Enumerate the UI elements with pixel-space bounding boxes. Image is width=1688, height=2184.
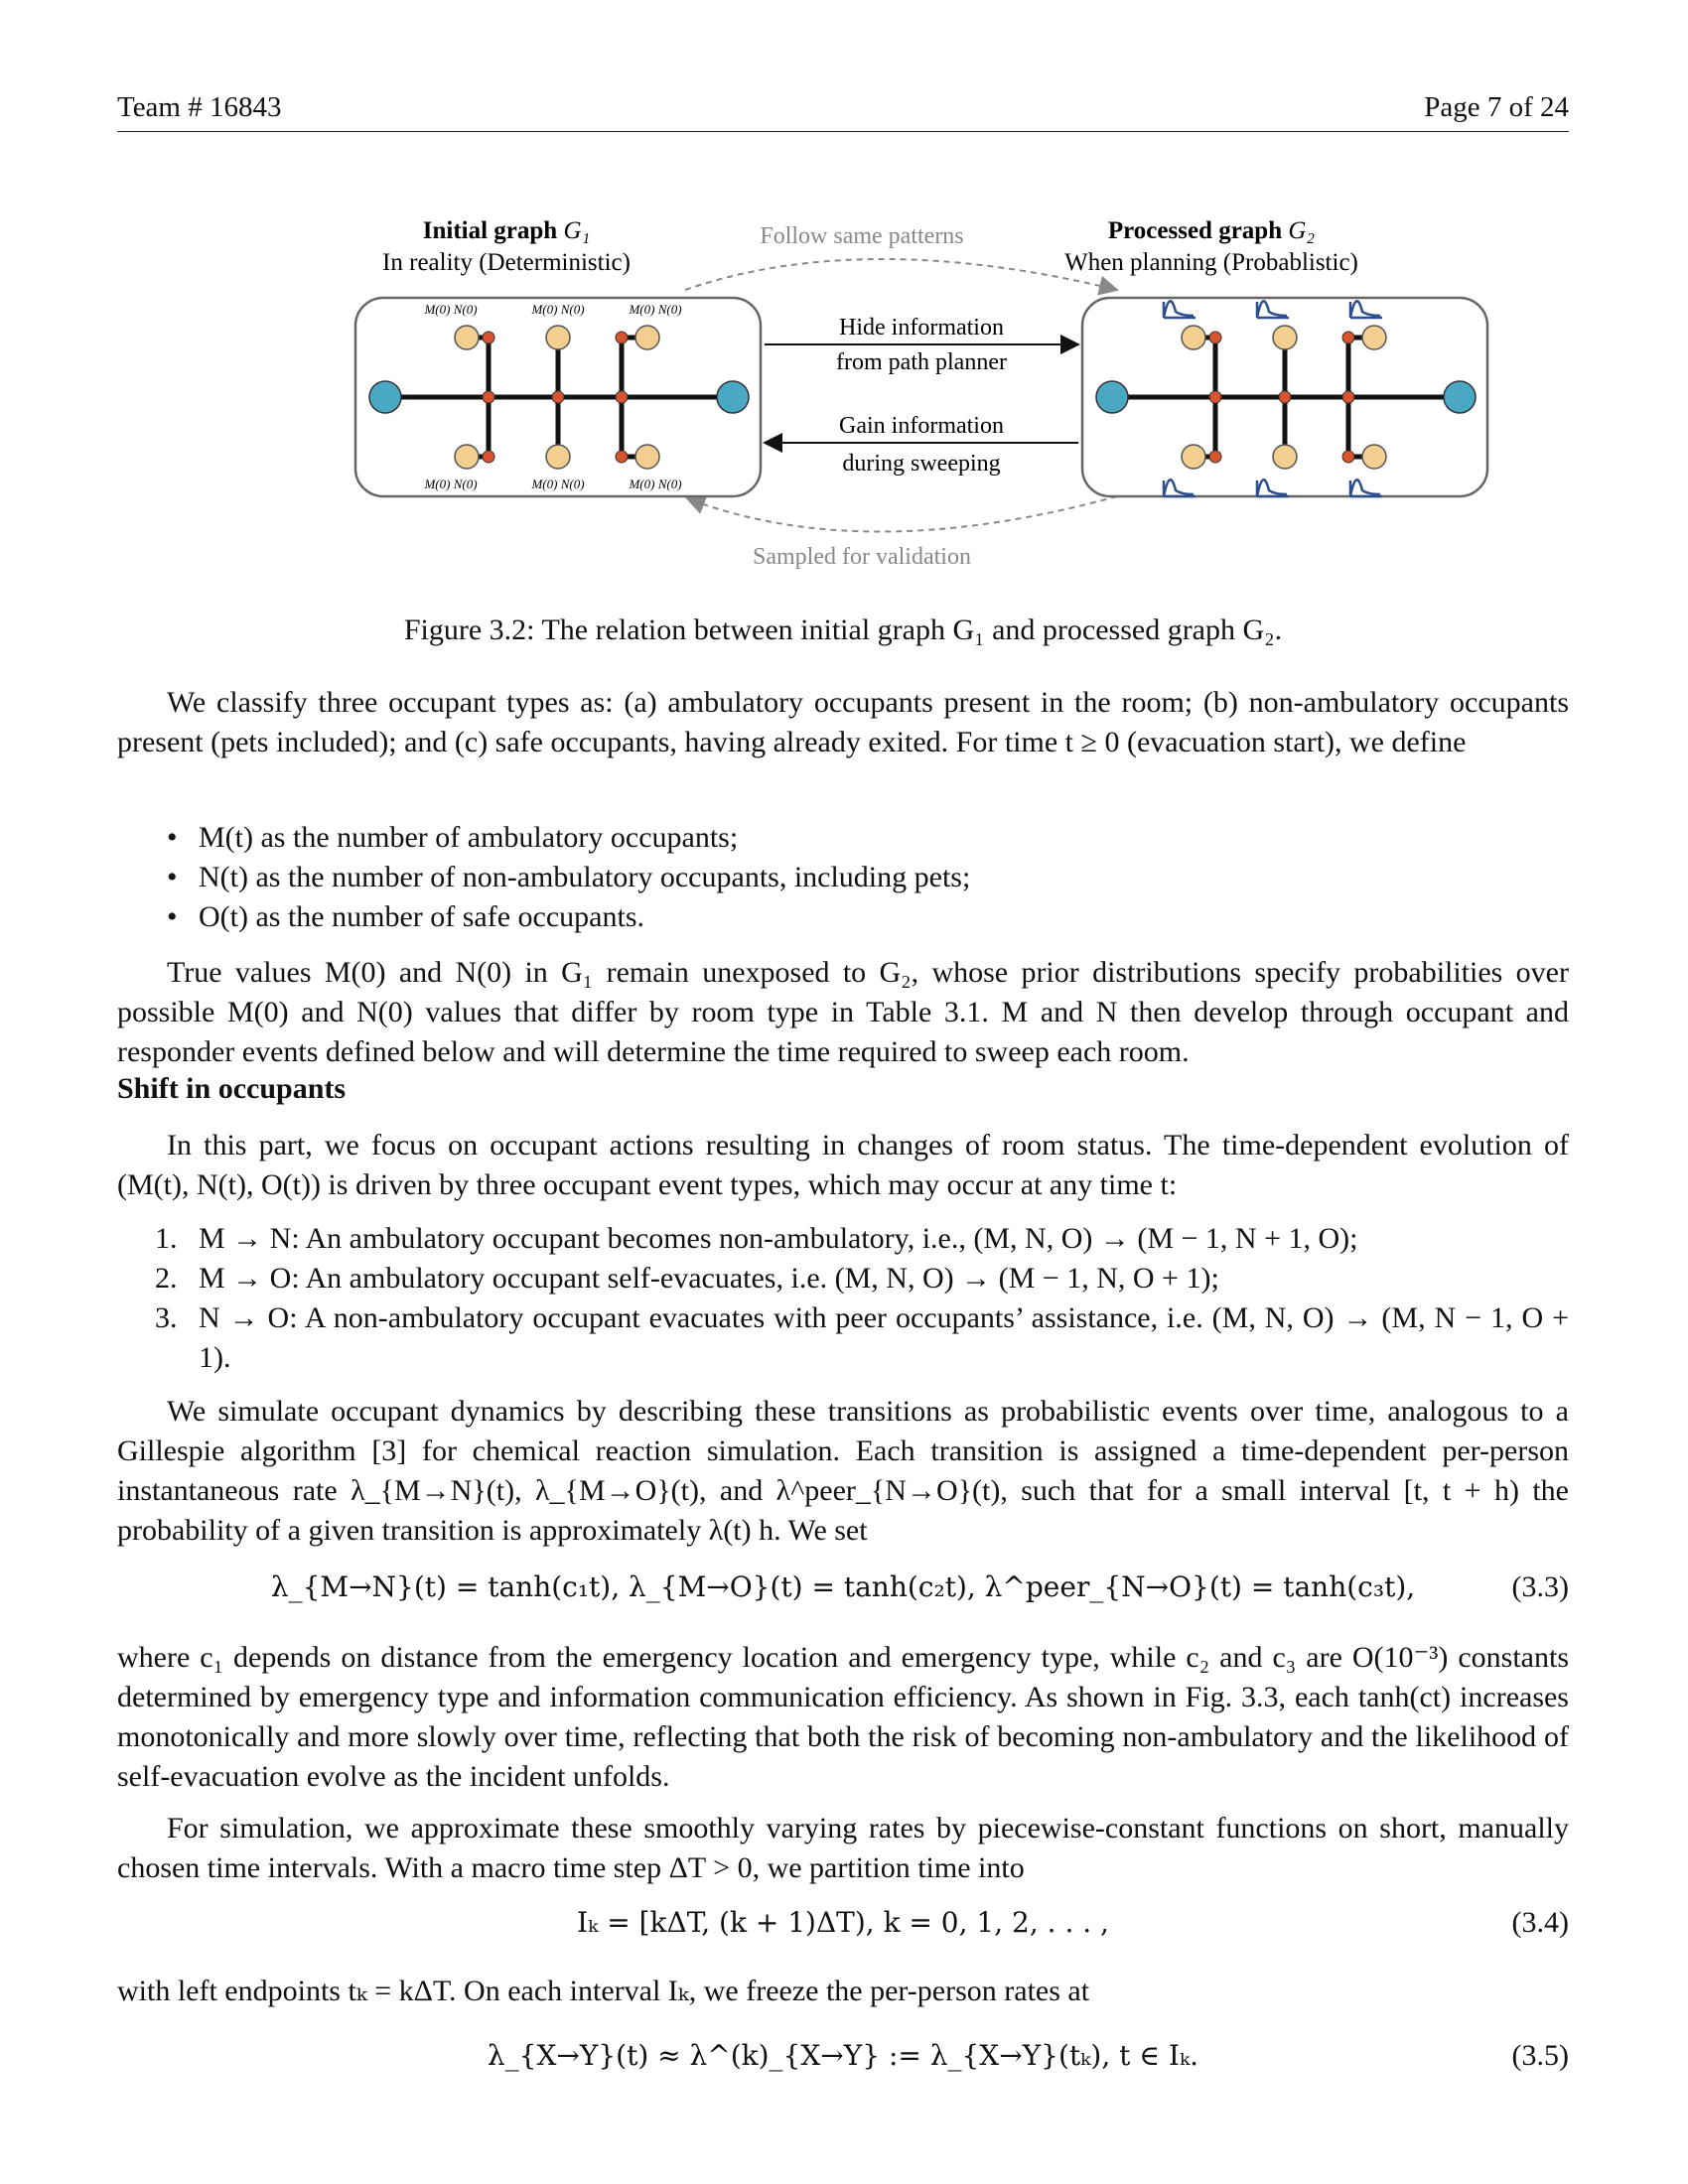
room-label: M(0) N(0) bbox=[629, 302, 682, 317]
figure-3-2 bbox=[328, 208, 1494, 586]
list-item: 1. M → N: An ambulatory occupant becomes non-ambulatory, i.e., (M, N, O) → (M − 1, N + 1, O); bbox=[155, 1222, 1358, 1255]
right-graph bbox=[1096, 301, 1476, 496]
equation-number: (3.3) bbox=[1511, 1570, 1569, 1603]
team-number: Team # 16843 bbox=[117, 91, 282, 123]
room-node bbox=[1273, 326, 1297, 349]
room-label: M(0) N(0) bbox=[531, 477, 585, 491]
left-graph bbox=[369, 302, 749, 491]
equation-body: Iₖ = [kΔT, (k + 1)ΔT), k = 0, 1, 2, . . . , bbox=[577, 1906, 1109, 1939]
top-arrow-label: Follow same patterns bbox=[760, 223, 964, 249]
backward-label-1: Gain information bbox=[839, 413, 1004, 439]
equation-3-4 bbox=[117, 1906, 1569, 1950]
paragraph-endpoints: with left endpoints tₖ = kΔT. On each interval Iₖ, we freeze the per-person rates at bbox=[117, 1975, 1090, 2007]
left-graph-title: Initial graph G₁ bbox=[422, 217, 591, 244]
list-item: • M(t) as the number of ambulatory occupants; bbox=[167, 821, 739, 854]
equation-number: (3.5) bbox=[1511, 2039, 1569, 2072]
list-item: • O(t) as the number of safe occupants. bbox=[167, 900, 645, 933]
graph-relation-diagram bbox=[328, 208, 1494, 586]
paragraph-occupant-types: We classify three occupant types as: (a) ambulatory occupants present in the room; (b) non-ambulatory occupants present (pets included); and (c) safe occupants, having already exited. For time t ≥ 0 (evacuation start), we define bbox=[117, 686, 1569, 758]
room-label: M(0) N(0) bbox=[424, 302, 478, 317]
room-node bbox=[1273, 445, 1297, 469]
top-dashed-arrow bbox=[685, 259, 1117, 290]
equation-body: λ_{M→N}(t) = tanh(c₁t), λ_{M→O}(t) = tanh(c₂t), λ^peer_{N→O}(t) = tanh(c₃t), bbox=[270, 1570, 1416, 1603]
room-node bbox=[1182, 445, 1205, 469]
paragraph-priors: True values M(0) and N(0) in G₁ remain unexposed to G₂, whose prior distributions specify probabilities over possible M(0) and N(0) values that differ by room type in Table 3.1. M and N then develop through occupant and responder events defined below and will determine the time required to sweep each room. bbox=[117, 956, 1569, 1068]
forward-label-1: Hide information bbox=[839, 315, 1004, 341]
right-graph-subtitle: When planning (Probablistic) bbox=[1064, 249, 1358, 276]
equation-body: λ_{X→Y}(t) ≈ λ^(k)_{X→Y} := λ_{X→Y}(tₖ), t ∈ Iₖ. bbox=[487, 2039, 1199, 2072]
equation-3-5 bbox=[117, 2039, 1569, 2083]
paragraph-gillespie: We simulate occupant dynamics by describing these transitions as probabilistic events over time, analogous to a Gillespie algorithm [3] for chemical reaction simulation. Each transition is assigned a time-dependent per-person instantaneous rate λ_{M→N}(t), λ_{M→O}(t), and λ^peer_{N→O}(t), such that for a small interval [t, t + h) the probability of a given transition is approximately λ(t) h. We set bbox=[117, 1395, 1569, 1547]
list-item: 3. N → O: A non-ambulatory occupant evacuates with peer occupants’ assistance, i.e. (M, N, O) → (M, N − 1, O + 1). bbox=[155, 1301, 1569, 1374]
right-exit-node bbox=[717, 381, 749, 413]
page-number: Page 7 of 24 bbox=[1424, 91, 1569, 123]
room-node bbox=[546, 326, 570, 349]
paragraph-constants: where c₁ depends on distance from the emergency location and emergency type, while c₂ and c₃ are O(10⁻³) constants determined by emergency type and information communication efficiency. As shown in Fig. 3.3, each tanh(ct) increases monotonically and more slowly over time, reflecting that both the risk of becoming non-ambulatory and the likelihood of self-evacuation evolve as the incident unfolds. bbox=[117, 1641, 1569, 1793]
list-item: 2. M → O: An ambulatory occupant self-evacuates, i.e. (M, N, O) → (M − 1, N, O + 1); bbox=[155, 1262, 1219, 1295]
room-node bbox=[1182, 326, 1205, 349]
bottom-arrow-label: Sampled for validation bbox=[753, 544, 971, 570]
bottom-dashed-arrow bbox=[687, 496, 1117, 532]
room-node bbox=[1362, 326, 1386, 349]
section-heading: Shift in occupants bbox=[117, 1072, 347, 1105]
figure-caption: Figure 3.2: The relation between initial graph G₁ and processed graph G₂. bbox=[403, 614, 1283, 646]
page bbox=[117, 0, 1569, 2184]
room-node bbox=[455, 445, 479, 469]
room-label: M(0) N(0) bbox=[629, 477, 682, 491]
left-exit-node bbox=[1096, 381, 1128, 413]
room-label: M(0) N(0) bbox=[531, 302, 585, 317]
paragraph-occupant-actions: In this part, we focus on occupant actions resulting in changes of room status. The time-dependent evolution of (M(t), N(t), O(t)) is driven by three occupant event types, which may occur at any time t: bbox=[117, 1129, 1569, 1201]
definition-list bbox=[117, 818, 1569, 937]
room-label: M(0) N(0) bbox=[424, 477, 478, 491]
equation-3-3 bbox=[117, 1570, 1569, 1614]
room-node bbox=[455, 326, 479, 349]
left-graph-subtitle: In reality (Deterministic) bbox=[382, 249, 631, 276]
left-exit-node bbox=[369, 381, 401, 413]
right-graph-title: Processed graph G₂ bbox=[1107, 217, 1316, 244]
paragraph-piecewise: For simulation, we approximate these smoothly varying rates by piecewise-constant functions on short, manually chosen time intervals. With a macro time step ΔT > 0, we partition time into bbox=[117, 1812, 1569, 1884]
right-exit-node bbox=[1444, 381, 1476, 413]
room-node bbox=[635, 326, 659, 349]
forward-label-2: from path planner bbox=[836, 349, 1007, 375]
room-node bbox=[1362, 445, 1386, 469]
room-node bbox=[546, 445, 570, 469]
equation-number: (3.4) bbox=[1511, 1906, 1569, 1939]
running-header bbox=[117, 91, 1569, 132]
room-node bbox=[635, 445, 659, 469]
list-item: • N(t) as the number of non-ambulatory occupants, including pets; bbox=[167, 861, 971, 893]
backward-label-2: during sweeping bbox=[842, 451, 1001, 477]
event-list bbox=[117, 1219, 1569, 1378]
